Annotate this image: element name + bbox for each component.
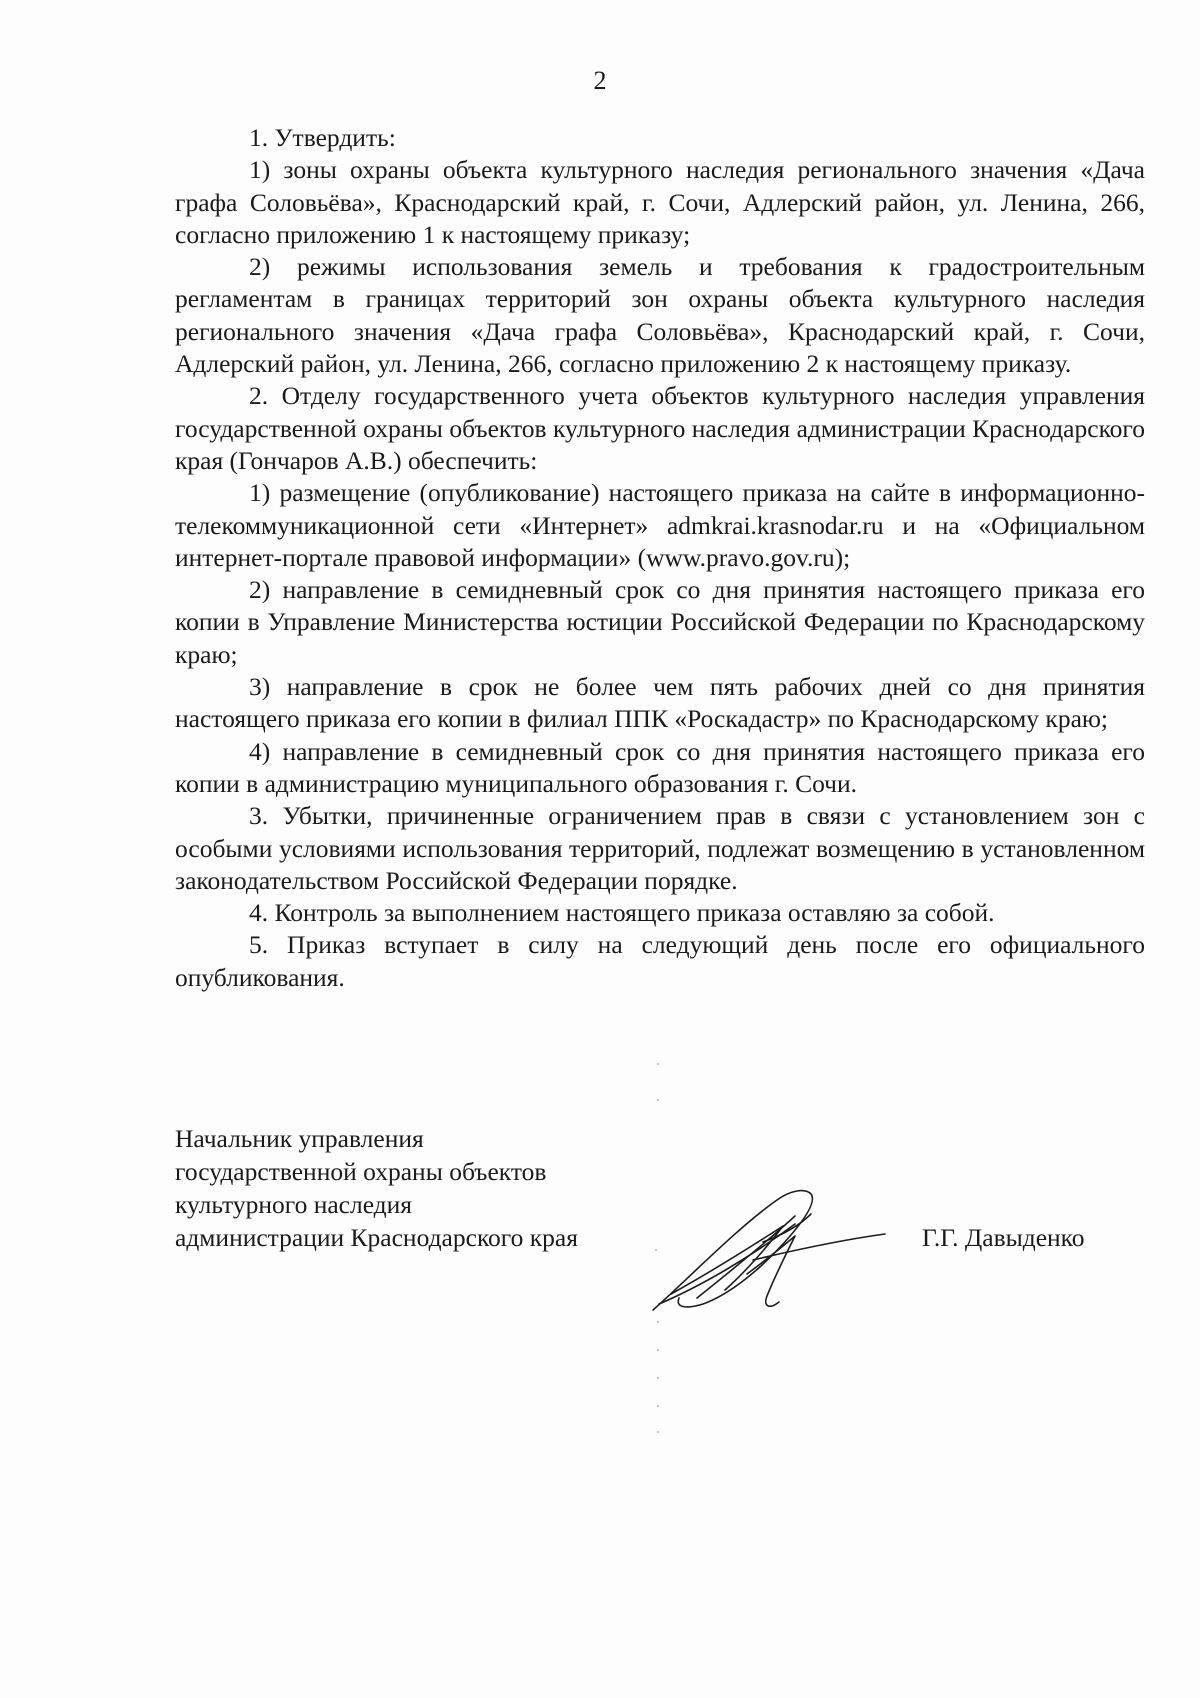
order-body — [175, 122, 1145, 994]
paragraph-approve-regimes: 2) режимы использования земель и требования к градостроительным регламентам в границах территорий зон охраны объекта культурного наследия регионального значения «Дача графа Соловьёва», Краснодарский край, г. Сочи, Адлерский район, ул. Ленина, 266, согласно приложению 2 к настоящему приказу. — [175, 252, 1145, 379]
paragraph-municipality: 4) направление в семидневный срок со дня принятия настоящего приказа его копии в администрацию муниципального образования г. Сочи. — [175, 736, 1145, 798]
signatory-name: Г.Г. Давыденко — [922, 1223, 1085, 1252]
signatory-position-line: культурного наследия — [175, 1190, 413, 1219]
paragraph-approve-zones: 1) зоны охраны объекта культурного наследия регионального значения «Дача графа Соловьёва», Краснодарский край, г. Сочи, Адлерский район, ул. Ленина, 266, согласно приложению 1 к настоящему приказу; — [175, 155, 1145, 249]
paragraph-department-duties: 2. Отделу государственного учета объектов культурного наследия управления государственной охраны объектов культурного наследия администрации Краснодарского края (Гончаров А.В.) обеспечить: — [175, 381, 1145, 475]
signatory-position-line: Начальник управления — [175, 1124, 424, 1153]
paragraph-justice-ministry: 2) направление в семидневный срок со дня принятия настоящего приказа его копии в Управление Министерства юстиции Российской Федерации по Краснодарскому краю; — [175, 575, 1145, 669]
page-number: 2 — [593, 66, 607, 95]
paragraph-roskadastr: 3) направление в срок не более чем пять рабочих дней со дня принятия настоящего приказа его копии в филиал ППК «Роскадастр» по Краснодарскому краю; — [175, 672, 1145, 734]
paragraph-losses: 3. Убытки, причиненные ограничением прав в связи с установлением зон с особыми условиями использования территорий, подлежат возмещению в установленном законодательством Российской Федерации порядке. — [175, 801, 1145, 895]
paragraph-entry-into-force: 5. Приказ вступает в силу на следующий день после его официального опубликования. — [175, 930, 1145, 992]
paragraph-publication: 1) размещение (опубликование) настоящего приказа на сайте в информационно-телекоммуникационной сети «Интернет» admkrai.krasnodar.ru и на «Официальном интернет-портале правовой информации» (www.pravo.gov.ru); — [175, 478, 1145, 572]
handwritten-signature — [645, 1178, 890, 1318]
signatory-position-line: администрации Краснодарского края — [175, 1223, 578, 1252]
paragraph-approve: 1. Утвердить: — [249, 123, 396, 152]
paragraph-control: 4. Контроль за выполнением настоящего приказа оставляю за собой. — [249, 898, 995, 928]
signatory-position-line: государственной охраны объектов — [175, 1157, 547, 1186]
signatory-position — [175, 1122, 615, 1254]
